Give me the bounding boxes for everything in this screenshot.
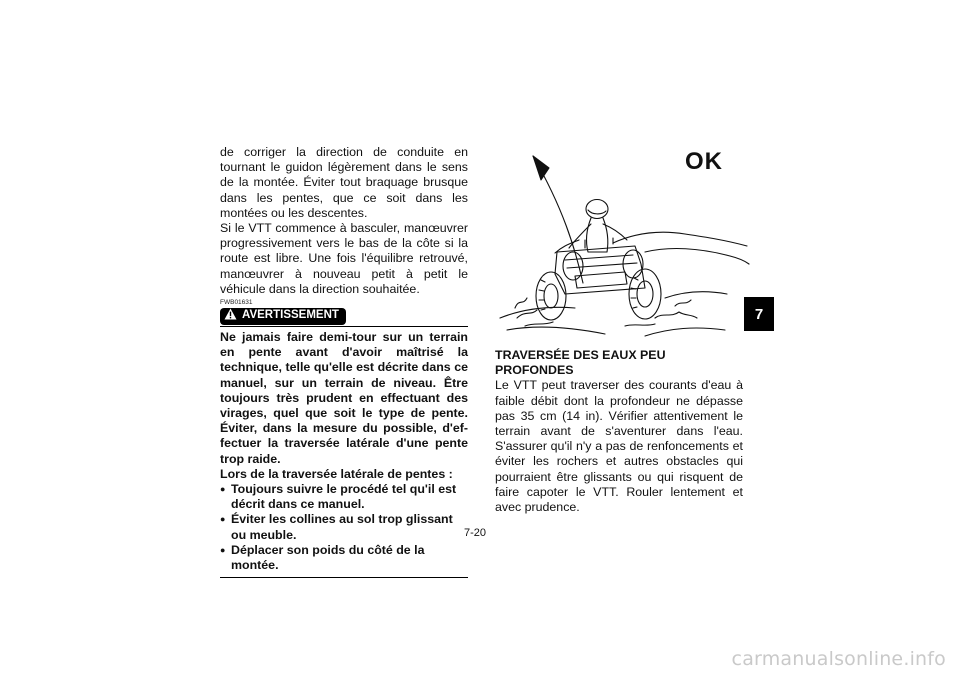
right-column [495, 348, 743, 515]
warning-bullet-text: Toujours suivre le procédé tel qu'il est décrit dans ce manuel. [231, 482, 457, 512]
tipping-paragraph: Si le VTT commence à basculer, manœuvrer progressivement vers le bas de la côte si la route est libre. Une fois l'équilibre retrouvé, manœuvrer à nouveau petit à petit le véhicule dans la direction souhaitée. [220, 221, 468, 296]
warning-bullet [220, 543, 468, 573]
left-column [220, 145, 468, 578]
warning-bullet-text: Éviter les collines au sol trop glissant ou meuble. [231, 512, 453, 542]
warning-label [220, 308, 346, 325]
warning-text [220, 330, 468, 573]
ok-label: OK [685, 148, 723, 175]
bullet-dot-icon: ● [220, 484, 226, 495]
warning-code: FWB01631 [220, 299, 253, 307]
warning-text-lead: Lors de la traversée latérale de pentes : [220, 466, 453, 481]
intro-paragraph: de corriger la direction de conduite en tournant le guidon légèrement dans le sens de la montée. Éviter tout braquage brusque dans les pentes, que ce soit dans les montées ou les descentes. [220, 145, 468, 220]
chapter-tab: 7 [744, 297, 774, 331]
warning-block [220, 299, 468, 578]
warning-top-rule [220, 326, 468, 327]
watermark: carmanualsonline.info [731, 648, 946, 670]
warning-triangle-icon [224, 308, 237, 325]
warning-bottom-rule [220, 577, 468, 578]
warning-text-main: Ne jamais faire demi-tour sur un terrain en pente avant d'avoir maîtrisé la technique, telle qu'elle est décrite dans ce manuel, sur un terrain de niveau. Être toujours très prudent en effectuant des virages, quel que soit le type de pente. Éviter, dans la mesure du possible, d'effectuer la traversée latérale d'une pente trop raide. [220, 330, 468, 466]
warning-bullet-text: Déplacer son poids du côté de la montée. [231, 542, 425, 573]
section-heading: TRAVERSÉE DES EAUX PEU PROFONDES [495, 348, 666, 378]
bullet-dot-icon: ● [220, 544, 226, 555]
page-number: 7-20 [464, 527, 487, 539]
bullet-dot-icon: ● [220, 514, 226, 525]
warning-bullet [220, 482, 468, 512]
water-crossing-paragraph: Le VTT peut traverser des courants d'eau à faible débit dont la profondeur ne dépasse pas 35 cm (14 in). Vérifier attentivement le terrain avant de s'aventurer dans l'eau. S'assurer qu'il n'y a pas de renfoncements et éviter les rochers et autres obstacles qui pourraient être glissants ou qui risquent de faire capoter le VTT. Rouler lentement et avec prudence. [495, 378, 743, 515]
atv-slope-illustration [495, 148, 750, 343]
warning-bullet [220, 512, 468, 542]
warning-label-text: AVERTISSEMENT [242, 309, 339, 322]
